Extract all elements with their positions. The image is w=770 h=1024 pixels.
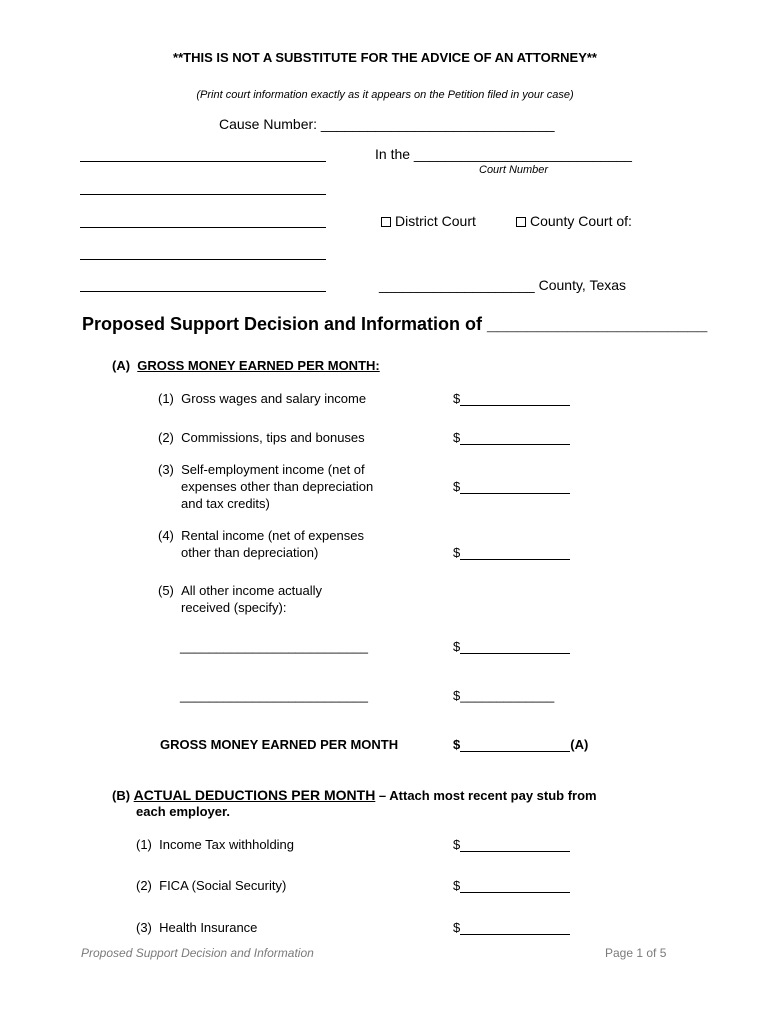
income-item-2 [158, 430, 365, 445]
county-court-label: County Court of: [530, 213, 632, 229]
district-court-option[interactable] [381, 213, 476, 229]
gross-total-label: GROSS MONEY EARNED PER MONTH [160, 737, 399, 752]
income-item-5-line2: received (specify): [181, 600, 287, 615]
income-item-3-line2: expenses other than depreciation [181, 479, 374, 494]
income-item-1 [158, 391, 366, 406]
income-amount-4[interactable] [453, 545, 570, 560]
section-a-letter: (A) [112, 358, 131, 373]
income-amount-2[interactable] [453, 430, 570, 445]
gross-total-amount[interactable] [453, 737, 588, 752]
dollar-sign: $ [453, 878, 461, 893]
dollar-sign: $ [453, 391, 461, 406]
total-suffix: (A) [570, 737, 589, 752]
cause-number-field[interactable]: Cause Number: ______________________________ [219, 116, 555, 132]
court-number-field[interactable]: In the ____________________________ [375, 146, 632, 162]
court-info-instruction: (Print court information exactly as it appears on the Petition filed in your case) [196, 89, 574, 101]
party-name-line-3[interactable] [80, 227, 326, 228]
party-name-line-1[interactable] [80, 161, 326, 162]
income-amount-1[interactable] [453, 391, 570, 406]
district-court-checkbox[interactable] [381, 217, 391, 227]
item-number: (1) [136, 837, 152, 852]
deduction-amount-1[interactable] [453, 837, 570, 852]
item-number: (5) [158, 583, 174, 598]
footer-page-number: Page 1 of 5 [605, 946, 667, 960]
amount-blank[interactable] [460, 921, 570, 935]
item-label: FICA (Social Security) [159, 878, 287, 893]
party-name-line-4[interactable] [80, 259, 326, 260]
specify-other-income-1[interactable]: __________________________ [180, 639, 368, 654]
other-income-amount-2[interactable]: $_____________ [453, 688, 555, 703]
income-item-3-line3: and tax credits) [181, 496, 270, 511]
item-label: Gross wages and salary income [181, 391, 367, 406]
item-number: (1) [158, 391, 174, 406]
item-number: (3) [158, 462, 174, 477]
amount-blank[interactable] [460, 480, 570, 494]
amount-blank[interactable] [460, 431, 570, 445]
county-texas-field[interactable]: ____________________ County, Texas [379, 277, 627, 293]
dollar-sign: $ [453, 545, 461, 560]
county-court-option[interactable] [516, 213, 632, 229]
dollar-sign: $ [453, 737, 461, 752]
dollar-sign: $ [453, 639, 461, 654]
item-number: (4) [158, 528, 174, 543]
deduction-item-2 [136, 878, 286, 893]
section-b-heading [112, 787, 597, 803]
item-label: Health Insurance [159, 920, 258, 935]
income-item-4 [158, 528, 364, 543]
item-number: (2) [136, 878, 152, 893]
section-b-letter: (B) [112, 788, 131, 803]
specify-other-income-2[interactable]: __________________________ [180, 688, 368, 703]
county-court-checkbox[interactable] [516, 217, 526, 227]
amount-blank[interactable] [460, 738, 570, 752]
dollar-sign: $ [453, 920, 461, 935]
amount-blank[interactable] [460, 879, 570, 893]
item-number: (3) [136, 920, 152, 935]
deduction-item-3 [136, 920, 257, 935]
dollar-sign: $ [453, 479, 461, 494]
section-a-heading [112, 358, 380, 373]
item-number: (2) [158, 430, 174, 445]
party-name-line-5[interactable] [80, 291, 326, 292]
court-number-caption: Court Number [479, 164, 549, 176]
section-b-title: ACTUAL DEDUCTIONS PER MONTH [133, 787, 376, 803]
footer-document-title: Proposed Support Decision and Information [81, 946, 314, 960]
deduction-amount-2[interactable] [453, 878, 570, 893]
item-label: Income Tax withholding [159, 837, 295, 852]
section-b-heading-line2: each employer. [136, 804, 230, 819]
amount-blank[interactable] [460, 838, 570, 852]
dollar-sign: $ [453, 430, 461, 445]
amount-blank[interactable] [460, 640, 570, 654]
district-court-label: District Court [395, 213, 476, 229]
income-item-3 [158, 462, 365, 477]
item-label: All other income actually [181, 583, 323, 598]
party-name-line-2[interactable] [80, 194, 326, 195]
deduction-amount-3[interactable] [453, 920, 570, 935]
other-income-amount-1[interactable] [453, 639, 570, 654]
item-label: Self-employment income (net of [181, 462, 365, 477]
amount-blank[interactable] [460, 392, 570, 406]
amount-blank[interactable] [460, 546, 570, 560]
section-b-title-rest: – Attach most recent pay stub from [375, 788, 597, 803]
page-title: Proposed Support Decision and Information of ______________________ [82, 314, 708, 334]
income-amount-3[interactable] [453, 479, 570, 494]
section-a-title: GROSS MONEY EARNED PER MONTH: [137, 358, 380, 373]
income-item-4-line2: other than depreciation) [181, 545, 319, 560]
item-label: Commissions, tips and bonuses [181, 430, 365, 445]
income-item-5 [158, 583, 322, 598]
item-label: Rental income (net of expenses [181, 528, 364, 543]
attorney-disclaimer: **THIS IS NOT A SUBSTITUTE FOR THE ADVICE OF AN ATTORNEY** [173, 50, 597, 65]
deduction-item-1 [136, 837, 294, 852]
dollar-sign: $ [453, 837, 461, 852]
